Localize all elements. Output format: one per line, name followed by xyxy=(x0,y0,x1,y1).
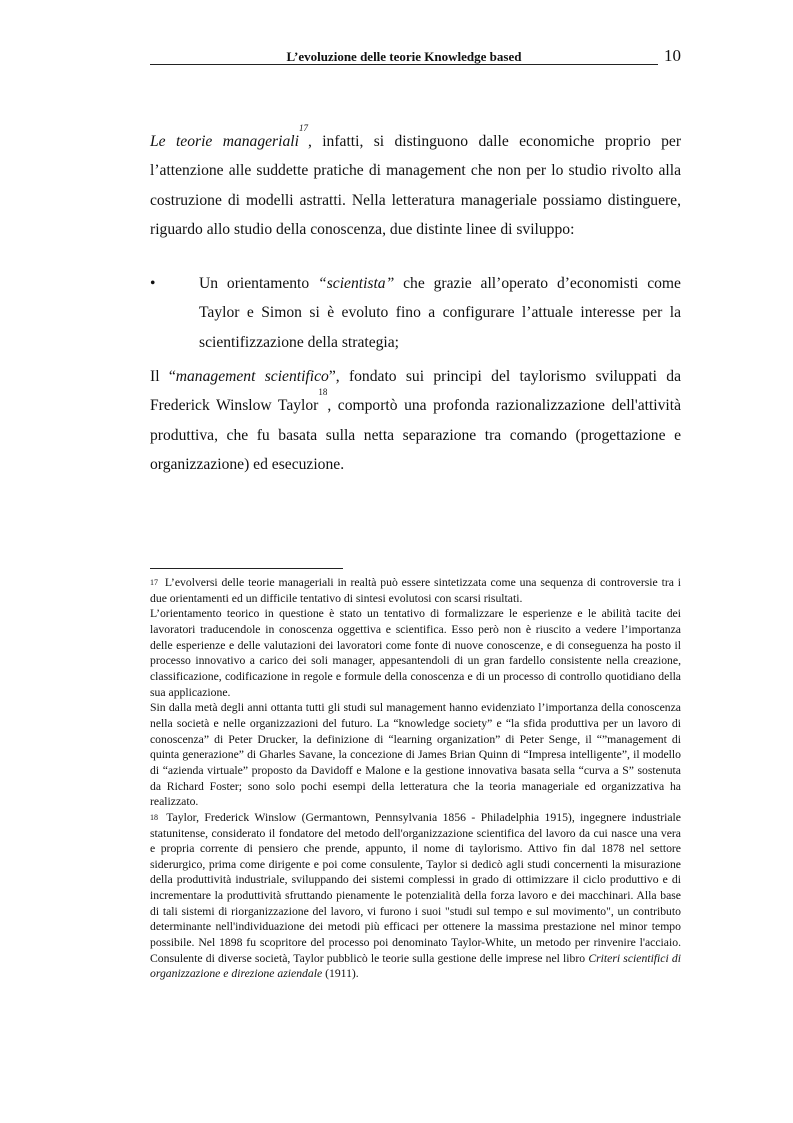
footnote-number-17: 17 xyxy=(150,578,158,587)
footnote-18: $^{18}$ Taylor, Frederick Winslow (Germantown, Pennsylvania 1856 - Philadelphia 1915), ingegnere industriale statunitense, considerato il fondatore del metodo dell'organizzazione scientifica del lavoro da cui nasce una vera e propria corrente di pensiero che prende, appunto, il nome di taylorismo. Attivo fin dal 1878 nel settore siderurgico, prima come dirigente e poi come consulente, Taylor si dedicò agli studi concernenti la misurazione della produttività industriale, sviluppando dei sistemi complessi in grado di ottimizzare il ciclo produttivo e di incrementare la produttività sfruttando pienamente le potenzialità della forza lavoro e dei macchinari. Alla base di tali sistemi di riorganizzazione del lavoro, vi furono i suoi "studi sul tempo e sul movimento", un contributo determinante nell'individuazione dei metodi più efficaci per ottenere la massima prestazione nel minor tempo possibile. Nel 1898 fu scopritore del processo poi denominato Taylor-White, un metodo per rinvenire l'acciaio. Consulente di diverse società, Taylor pubblicò le teorie sulla gestione delle imprese nel libro Criteri scientifici di organizzazione e direzione aziendale (1911). xyxy=(150,810,681,981)
footnote-separator xyxy=(150,568,343,569)
footnote-17-para-2: L’orientamento teorico in questione è stato un tentativo di formalizzare le esperienze e le abilità tacite dei lavoratori traducendole in conoscenza oggettiva e scientifica. Esso però non è riuscito a vedere l’importanza delle esperienze e delle valutazioni dei lavoratori come fonte di nuove conoscenze, e di conseguenza ha posto il processo innovativo a carico dei soli manager, appesantendoli di un gran fardello consistente nella creazione, classificazione, codificazione in regole e formule della conoscenza e di un processo di controllo quotidiano della sua applicazione. xyxy=(150,607,681,699)
italic-management-scientifico: management scientifico xyxy=(175,368,329,385)
italic-scientista: “scientista” xyxy=(318,275,395,292)
page-number: 10 xyxy=(664,46,681,65)
bullet-icon: • xyxy=(150,275,156,292)
book-title: Criteri scientifici di organizzazione e direzione aziendale xyxy=(150,951,681,981)
paragraph-1 xyxy=(150,123,682,244)
footnote-ref-18[interactable]: 18 xyxy=(318,387,328,398)
italic-lead: Le teorie manageriali xyxy=(150,133,299,150)
paragraph-1-text: , infatti, si distinguono dalle economiche proprio per l’attenzione alle suddette pratiche di management che non per lo studio rivolto alla costruzione di modelli astratti. Nella letteratura manageriale possiamo distinguere, riguardo allo studio della conoscenza, due distinte linee di sviluppo: xyxy=(150,133,682,238)
footnotes xyxy=(150,575,681,982)
footnote-number-18: 18 xyxy=(150,812,158,822)
header-title: L’evoluzione delle teorie Knowledge based xyxy=(286,49,522,64)
footnote-ref-17[interactable]: 17 xyxy=(298,123,308,133)
paragraph-2: Il “management scientifico”, fondato sui principi del taylorismo sviluppati da Frederick Winslow Taylor$^{18}$, comportò una profonda razionalizzazione dell'attività produttiva, che fu basata sulla netta separazione tra comando (progettazione e organizzazione) ed esecuzione. xyxy=(150,368,682,473)
list-item xyxy=(150,269,681,357)
bullet-list xyxy=(150,269,681,357)
footnote-17: $^{17}$ L’evolversi delle teorie manageriali in realtà può essere sintetizzata come una sequenza di controversie tra i due orientamenti ed un difficile tentativo di sintesi evolutosi con scarsi risultati. xyxy=(150,576,681,605)
footnote-17-para-3: Sin dalla metà degli anni ottanta tutti gli studi sul management hanno evidenziato l’importanza della conoscenza nella società e nelle organizzazioni del futuro. La “knowledge society” e “la sfida produttiva per un lavoro di conoscenza” di Peter Drucker, la definizione di “learning organization” di Peter Senge, il “”management di quinta generazione” di Gharles Savane, la concezione di James Brian Quinn di “Impresa intelligente”, il modello di “azienda virtuale” proposto da Davidoff e Malone e la gestione innovativa basata sella “curva a S” sostenuta da Richard Foster; sono solo pochi esempi della letteratura che la teoria manageriale ed organizzativa ha realizzato. xyxy=(150,701,681,809)
running-header xyxy=(150,46,658,65)
bullet-text: Un orientamento “scientista” che grazie all’operato d’economisti come Taylor e Simon si è evoluto fino a configurare l’attuale interesse per la scientifizzazione della strategia; xyxy=(199,275,681,351)
